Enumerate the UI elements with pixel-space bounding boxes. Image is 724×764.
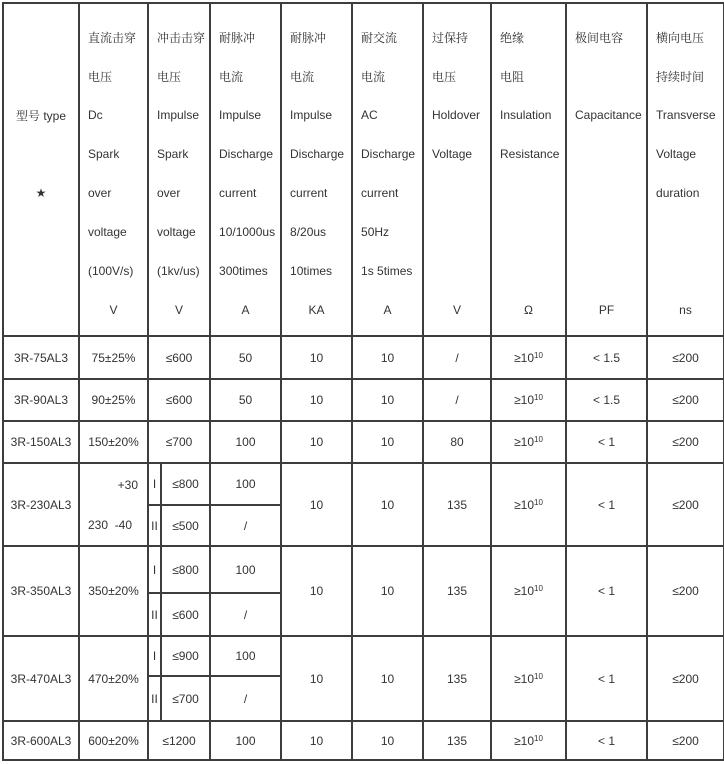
header-line bbox=[4, 291, 78, 330]
insulation-value: ≥10 bbox=[514, 733, 535, 748]
impulse-voltage-cell: ≤800 bbox=[161, 463, 210, 505]
impulse-voltage-cell: ≤800 bbox=[161, 546, 210, 593]
group-label-cell: II bbox=[148, 505, 161, 546]
header-line bbox=[4, 213, 78, 252]
header-line: Voltage bbox=[432, 147, 473, 161]
capacitance-cell: < 1 bbox=[566, 463, 647, 546]
impulse-voltage-cell: ≤1200 bbox=[148, 721, 210, 760]
voltage-duration-cell: ≤200 bbox=[647, 379, 724, 421]
header-cell bbox=[149, 10, 209, 330]
header-line bbox=[648, 213, 723, 252]
impulse-current-10-1000-cell: 100 bbox=[210, 636, 281, 676]
capacitance-cell: < 1 bbox=[566, 546, 647, 636]
header-line bbox=[492, 174, 565, 213]
header-line bbox=[424, 252, 490, 291]
dc-voltage-upper-tolerance: +30 bbox=[117, 477, 138, 492]
header-line: 绝缘 bbox=[500, 30, 525, 45]
insulation-resistance-cell bbox=[491, 421, 566, 463]
impulse-voltage-cell: ≤600 bbox=[148, 336, 210, 379]
header-line: PF bbox=[598, 303, 615, 317]
impulse-voltage-cell: ≤700 bbox=[161, 676, 210, 721]
model-cell: 3R-150AL3 bbox=[3, 421, 79, 463]
header-line: 直流击穿 bbox=[88, 30, 137, 45]
header-line: Discharge bbox=[290, 147, 345, 161]
header-line bbox=[648, 252, 723, 291]
header-line bbox=[4, 18, 78, 57]
header-line: 冲击击穿 bbox=[157, 30, 206, 45]
header-impulse-discharge-current-8-20us bbox=[281, 3, 352, 336]
capacitance-cell: < 1.5 bbox=[566, 336, 647, 379]
header-line: 电阻 bbox=[500, 69, 525, 84]
capacitance-cell: < 1 bbox=[566, 721, 647, 760]
capacitance-cell: < 1.5 bbox=[566, 379, 647, 421]
insulation-value: ≥10 bbox=[514, 435, 535, 449]
model-cell: 3R-470AL3 bbox=[3, 636, 79, 721]
impulse-current-10-1000-cell: / bbox=[210, 593, 281, 636]
dc-voltage-cell: 470±20% bbox=[79, 636, 148, 721]
voltage-duration-cell: ≤200 bbox=[647, 336, 724, 379]
impulse-current-8-20-cell: 10 bbox=[281, 721, 352, 760]
header-line bbox=[567, 57, 646, 96]
impulse-voltage-cell: ≤600 bbox=[161, 593, 210, 636]
header-line: 型号 type bbox=[15, 108, 67, 123]
header-line: Capacitance bbox=[575, 108, 642, 122]
header-line bbox=[492, 252, 565, 291]
header-line bbox=[4, 252, 78, 291]
header-line bbox=[567, 135, 646, 174]
header-line: Transverse bbox=[656, 108, 716, 122]
insulation-exponent: 10 bbox=[534, 584, 543, 593]
impulse-current-10-1000-cell: 100 bbox=[210, 421, 281, 463]
header-line: 耐脉冲 bbox=[219, 30, 256, 45]
header-line: Spark bbox=[157, 147, 189, 161]
header-dc-spark-over-voltage bbox=[79, 3, 148, 336]
header-line bbox=[4, 135, 78, 174]
header-line: A bbox=[383, 303, 392, 317]
header-cell bbox=[567, 10, 646, 330]
table-row bbox=[3, 546, 724, 593]
insulation-value: ≥10 bbox=[514, 497, 535, 512]
dc-voltage-cell: 350±20% bbox=[79, 546, 148, 636]
insulation-value: ≥10 bbox=[514, 350, 535, 365]
impulse-current-8-20-cell: 10 bbox=[281, 546, 352, 636]
header-line: KA bbox=[308, 303, 325, 317]
header-line bbox=[567, 174, 646, 213]
impulse-current-8-20-cell: 10 bbox=[281, 463, 352, 546]
impulse-current-8-20-cell: 10 bbox=[281, 336, 352, 379]
ac-current-cell: 10 bbox=[352, 721, 423, 760]
header-line: current bbox=[361, 186, 399, 200]
header-line: Resistance bbox=[500, 147, 560, 161]
dc-voltage-cell: 150±20% bbox=[79, 421, 148, 463]
header-insulation-resistance bbox=[491, 3, 566, 336]
impulse-voltage-cell: ≤500 bbox=[161, 505, 210, 546]
impulse-current-10-1000-cell: / bbox=[210, 676, 281, 721]
header-line: 电流 bbox=[361, 69, 386, 84]
insulation-exponent: 10 bbox=[534, 393, 543, 402]
insulation-exponent: 10 bbox=[534, 671, 543, 681]
impulse-current-10-1000-cell: 50 bbox=[210, 379, 281, 421]
voltage-duration-cell: ≤200 bbox=[647, 546, 724, 636]
header-line: voltage bbox=[88, 225, 127, 239]
header-line: 极间电容 bbox=[575, 30, 624, 45]
header-line: 50Hz bbox=[361, 225, 390, 239]
header-line: 电流 bbox=[290, 69, 315, 84]
dc-voltage-cell: 600±20% bbox=[79, 721, 148, 760]
group-label-cell: I bbox=[148, 463, 161, 505]
header-cell bbox=[4, 10, 78, 330]
header-line: current bbox=[290, 186, 328, 200]
ac-current-cell: 10 bbox=[352, 336, 423, 379]
insulation-resistance-cell bbox=[491, 336, 566, 379]
header-line: ★ bbox=[35, 186, 47, 200]
header-line bbox=[492, 213, 565, 252]
header-cell bbox=[80, 10, 147, 330]
table-row bbox=[3, 721, 724, 760]
table-row bbox=[3, 421, 724, 463]
header-line bbox=[4, 57, 78, 96]
capacitance-cell: < 1 bbox=[566, 636, 647, 721]
voltage-duration-cell: ≤200 bbox=[647, 636, 724, 721]
insulation-resistance-cell bbox=[491, 379, 566, 421]
header-cell bbox=[424, 10, 490, 330]
ac-current-cell: 10 bbox=[352, 421, 423, 463]
impulse-current-10-1000-cell: 100 bbox=[210, 721, 281, 760]
impulse-current-8-20-cell: 10 bbox=[281, 636, 352, 721]
header-cell bbox=[211, 10, 280, 330]
header-ac-discharge-current bbox=[352, 3, 423, 336]
header-line: over bbox=[157, 186, 181, 200]
impulse-voltage-cell: ≤600 bbox=[148, 379, 210, 421]
header-line bbox=[567, 252, 646, 291]
header-line: 耐脉冲 bbox=[290, 30, 327, 45]
group-label-cell: I bbox=[148, 546, 161, 593]
group-label-cell: II bbox=[148, 676, 161, 721]
ac-current-cell: 10 bbox=[352, 463, 423, 546]
model-cell: 3R-230AL3 bbox=[3, 463, 79, 546]
header-impulse-spark-over-voltage bbox=[148, 3, 210, 336]
impulse-current-8-20-cell: 10 bbox=[281, 421, 352, 463]
voltage-duration-cell: ≤200 bbox=[647, 721, 724, 760]
header-line: 电流 bbox=[219, 69, 244, 84]
insulation-exponent: 10 bbox=[534, 497, 543, 507]
header-line: over bbox=[88, 186, 112, 200]
header-line: Voltage bbox=[656, 147, 697, 161]
header-capacitance bbox=[566, 3, 647, 336]
header-line: (100V/s) bbox=[88, 264, 134, 278]
header-holdover-voltage bbox=[423, 3, 491, 336]
gdt-spec-table bbox=[2, 2, 724, 761]
header-line: Insulation bbox=[500, 108, 552, 122]
header-line: duration bbox=[656, 186, 700, 200]
holdover-voltage-cell: / bbox=[423, 336, 491, 379]
header-cell bbox=[282, 10, 351, 330]
header-line: 300times bbox=[219, 264, 268, 278]
header-line: Ω bbox=[524, 303, 533, 317]
ac-current-cell: 10 bbox=[352, 379, 423, 421]
voltage-duration-cell: ≤200 bbox=[647, 463, 724, 546]
header-line: (1kv/us) bbox=[157, 264, 200, 278]
header-line: Holdover bbox=[432, 108, 481, 122]
insulation-exponent: 10 bbox=[534, 350, 543, 360]
header-line bbox=[567, 213, 646, 252]
insulation-value: ≥10 bbox=[514, 584, 535, 598]
dc-voltage-nominal-lower-tolerance: 230 -40 bbox=[88, 518, 133, 532]
model-cell: 3R-75AL3 bbox=[3, 336, 79, 379]
header-line: 1s 5times bbox=[361, 264, 413, 278]
header-line: 电压 bbox=[88, 69, 113, 84]
impulse-current-10-1000-cell: 50 bbox=[210, 336, 281, 379]
header-line: current bbox=[219, 186, 257, 200]
insulation-resistance-cell bbox=[491, 721, 566, 760]
impulse-current-8-20-cell: 10 bbox=[281, 379, 352, 421]
header-line: 10times bbox=[290, 264, 333, 278]
header-line bbox=[424, 174, 490, 213]
group-label-cell: II bbox=[148, 593, 161, 636]
holdover-voltage-cell: 135 bbox=[423, 721, 491, 760]
header-line: 耐交流 bbox=[361, 30, 398, 45]
insulation-resistance-cell bbox=[491, 463, 566, 546]
ac-current-cell: 10 bbox=[352, 636, 423, 721]
impulse-current-10-1000-cell: 100 bbox=[210, 546, 281, 593]
dc-voltage-cell: 75±25% bbox=[79, 336, 148, 379]
table-row bbox=[3, 379, 724, 421]
header-transverse-voltage-duration bbox=[647, 3, 724, 336]
header-line: voltage bbox=[157, 225, 196, 239]
dc-voltage-cell bbox=[79, 463, 148, 546]
header-line: V bbox=[109, 303, 118, 317]
header-line: AC bbox=[361, 108, 378, 122]
insulation-exponent: 10 bbox=[534, 435, 543, 444]
header-line: Impulse bbox=[290, 108, 333, 122]
header-line: 10/1000us bbox=[219, 225, 276, 239]
model-cell: 3R-600AL3 bbox=[3, 721, 79, 760]
insulation-value: ≥10 bbox=[514, 671, 535, 686]
model-cell: 3R-350AL3 bbox=[3, 546, 79, 636]
header-line: V bbox=[175, 303, 184, 317]
header-line: Discharge bbox=[219, 147, 274, 161]
header-line: ns bbox=[679, 303, 692, 317]
table-row bbox=[3, 463, 724, 505]
table-row bbox=[3, 636, 724, 676]
insulation-resistance-cell bbox=[491, 546, 566, 636]
header-row bbox=[3, 3, 724, 336]
header-line: A bbox=[241, 303, 250, 317]
impulse-voltage-cell: ≤900 bbox=[161, 636, 210, 676]
model-cell: 3R-90AL3 bbox=[3, 379, 79, 421]
impulse-current-10-1000-cell: / bbox=[210, 505, 281, 546]
header-line: 过保持 bbox=[432, 30, 469, 45]
header-line: Impulse bbox=[219, 108, 262, 122]
header-cell bbox=[492, 10, 565, 330]
dc-voltage-cell: 90±25% bbox=[79, 379, 148, 421]
header-line: 电压 bbox=[157, 69, 182, 84]
table-row bbox=[3, 336, 724, 379]
insulation-resistance-cell bbox=[491, 636, 566, 721]
header-line: Impulse bbox=[157, 108, 200, 122]
holdover-voltage-cell: 135 bbox=[423, 636, 491, 721]
header-line: 8/20us bbox=[290, 225, 327, 239]
ac-current-cell: 10 bbox=[352, 546, 423, 636]
header-impulse-discharge-current-10-1000us bbox=[210, 3, 281, 336]
insulation-exponent: 10 bbox=[534, 733, 543, 743]
header-line: 持续时间 bbox=[656, 69, 705, 84]
capacitance-cell: < 1 bbox=[566, 421, 647, 463]
holdover-voltage-cell: 135 bbox=[423, 463, 491, 546]
header-model bbox=[3, 3, 79, 336]
header-line: 电压 bbox=[432, 69, 457, 84]
holdover-voltage-cell: 135 bbox=[423, 546, 491, 636]
header-line: Spark bbox=[88, 147, 120, 161]
impulse-voltage-cell: ≤700 bbox=[148, 421, 210, 463]
voltage-duration-cell: ≤200 bbox=[647, 421, 724, 463]
holdover-voltage-cell: 80 bbox=[423, 421, 491, 463]
header-cell bbox=[353, 10, 422, 330]
header-line bbox=[424, 213, 490, 252]
header-line: Discharge bbox=[361, 147, 416, 161]
header-line: V bbox=[453, 303, 462, 317]
header-cell bbox=[648, 10, 723, 330]
group-label-cell: I bbox=[148, 636, 161, 676]
header-line: Dc bbox=[88, 108, 103, 122]
header-line: 横向电压 bbox=[656, 30, 705, 45]
impulse-current-10-1000-cell: 100 bbox=[210, 463, 281, 505]
holdover-voltage-cell: / bbox=[423, 379, 491, 421]
insulation-value: ≥10 bbox=[514, 393, 535, 407]
